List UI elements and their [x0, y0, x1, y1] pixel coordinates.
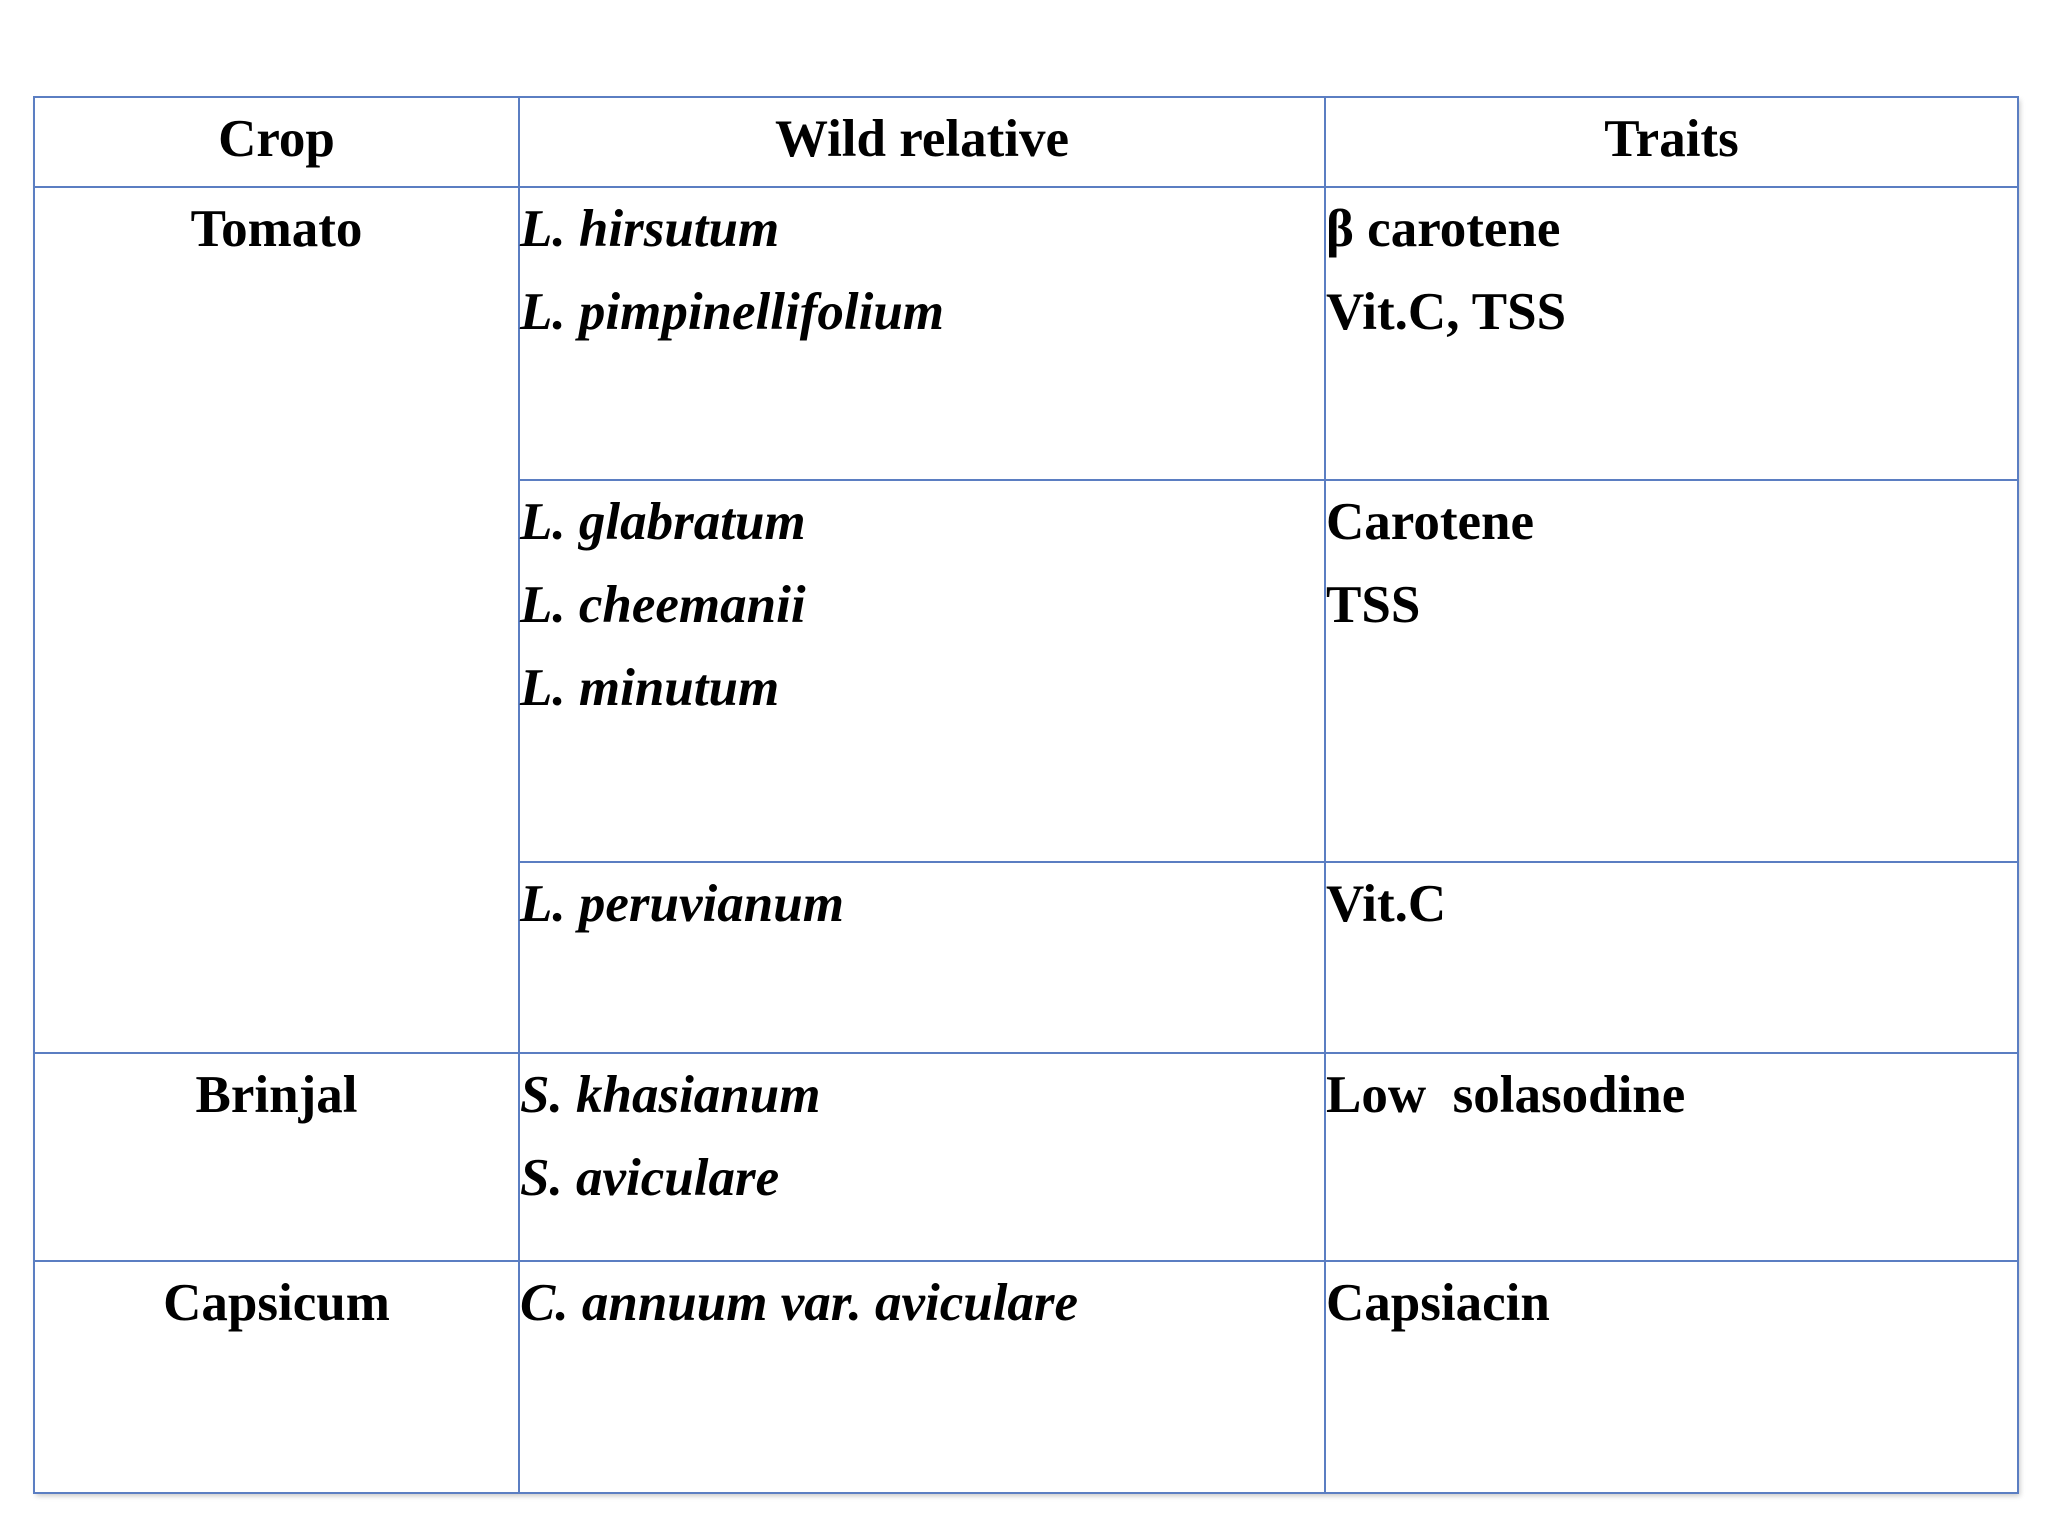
wild-relative-name: L. peruvianum: [520, 875, 844, 933]
table-header-row: [34, 97, 2018, 187]
trait-text: Vit.C, TSS: [1326, 283, 1567, 341]
wild-relative-name: L. glabratum: [520, 493, 806, 551]
wild-relative-name: L. hirsutum: [520, 200, 780, 258]
trait-text: Low solasodine: [1326, 1066, 1686, 1124]
crop-cell-brinjal: [34, 1053, 519, 1261]
crop-cell-tomato: [34, 187, 519, 1053]
crop-name: Capsicum: [163, 1274, 390, 1332]
crop-wild-relatives-table: [33, 96, 2019, 1494]
wild-relative-name: L. pimpinellifolium: [520, 283, 945, 341]
traits-cell: [1325, 1053, 2018, 1261]
wild-relative-name: C. annuum var. aviculare: [520, 1274, 1079, 1332]
trait-text: β carotene: [1326, 200, 1561, 258]
wild-relative-cell: [519, 1261, 1325, 1493]
crop-cell-capsicum: [34, 1261, 519, 1493]
crop-wild-relatives-table-container: [33, 96, 2017, 1492]
wild-relative-name: S. aviculare: [520, 1149, 780, 1207]
wild-relative-cell: [519, 862, 1325, 1053]
crop-name: Brinjal: [195, 1066, 358, 1124]
traits-cell: [1325, 187, 2018, 480]
crop-name: Tomato: [190, 200, 363, 258]
wild-relative-name: S. khasianum: [520, 1066, 821, 1124]
traits-cell: [1325, 862, 2018, 1053]
wild-relative-cell: [519, 480, 1325, 862]
trait-text: Capsiacin: [1326, 1274, 1550, 1332]
header-traits: Traits: [1325, 97, 2018, 187]
wild-relative-name: L. cheemanii: [520, 576, 806, 634]
traits-cell: [1325, 480, 2018, 862]
table-row: [34, 1053, 2018, 1261]
trait-text: TSS: [1326, 576, 1421, 634]
trait-text: Vit.C: [1326, 875, 1447, 933]
wild-relative-name: L. minutum: [520, 659, 780, 717]
header-crop: Crop: [34, 97, 519, 187]
header-wild-relative: Wild relative: [519, 97, 1325, 187]
table-row: [34, 1261, 2018, 1493]
traits-cell: [1325, 1261, 2018, 1493]
wild-relative-cell: [519, 1053, 1325, 1261]
table-row: [34, 187, 2018, 480]
trait-text: Carotene: [1326, 493, 1535, 551]
wild-relative-cell: [519, 187, 1325, 480]
